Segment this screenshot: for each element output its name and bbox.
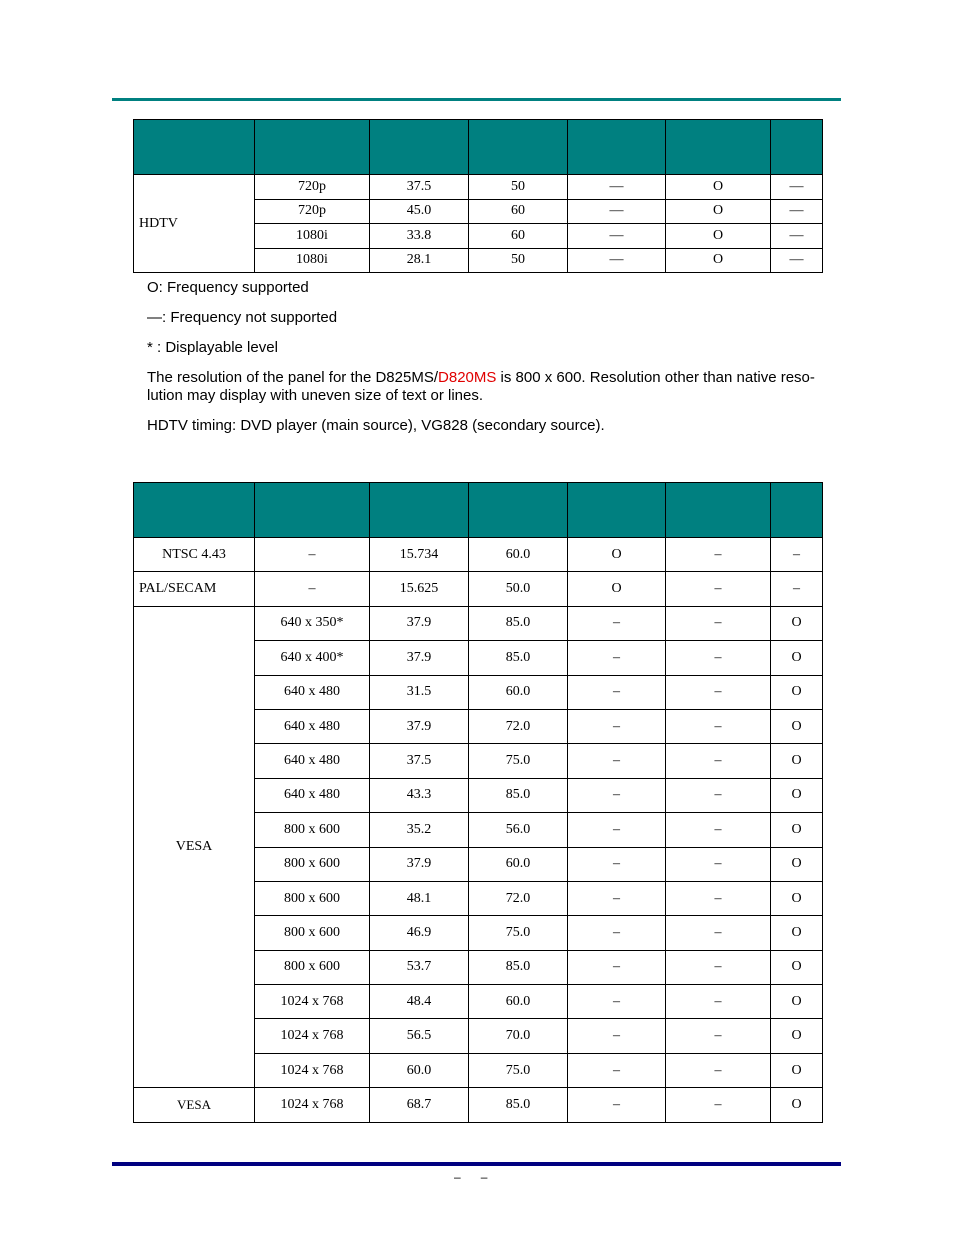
table-row <box>134 538 823 572</box>
support-cell: – <box>568 641 666 675</box>
v-freq-cell: 75.0 <box>469 744 568 778</box>
resolution-cell: 1024 x 768 <box>255 1053 370 1087</box>
h-freq-cell: 37.9 <box>370 709 469 743</box>
h-freq-cell: 37.5 <box>370 744 469 778</box>
resolution-cell: 640 x 480 <box>255 709 370 743</box>
h-freq-cell: 35.2 <box>370 813 469 847</box>
support-cell: – <box>666 950 771 984</box>
support-cell: – <box>666 606 771 640</box>
h-freq-cell: 45.0 <box>370 199 469 224</box>
note-supported: O: Frequency supported <box>147 279 309 296</box>
header-cell <box>568 483 666 538</box>
support-cell: O <box>771 1088 823 1122</box>
support-cell: O <box>771 606 823 640</box>
support-cell: O <box>666 175 771 200</box>
support-cell: – <box>568 709 666 743</box>
support-cell: – <box>568 675 666 709</box>
h-freq-cell: 33.8 <box>370 224 469 249</box>
v-freq-cell: 60.0 <box>469 847 568 881</box>
v-freq-cell: 70.0 <box>469 1019 568 1053</box>
support-cell: — <box>771 248 823 273</box>
support-cell: – <box>568 881 666 915</box>
footer-mark-right: – <box>480 1170 488 1184</box>
hdtv-timing-table <box>133 119 823 273</box>
support-cell: – <box>666 813 771 847</box>
v-freq-cell: 50 <box>469 248 568 273</box>
resolution-cell: 640 x 480 <box>255 675 370 709</box>
group-label: VESA <box>134 1088 255 1122</box>
support-cell: — <box>771 175 823 200</box>
h-freq-cell: 28.1 <box>370 248 469 273</box>
header-cell <box>370 120 469 175</box>
support-cell: — <box>568 248 666 273</box>
h-freq-cell: 68.7 <box>370 1088 469 1122</box>
support-cell: – <box>666 1019 771 1053</box>
table-header-row <box>134 483 823 538</box>
v-freq-cell: 50.0 <box>469 572 568 606</box>
support-cell: – <box>568 916 666 950</box>
support-cell: – <box>568 813 666 847</box>
header-cell <box>134 120 255 175</box>
support-cell: – <box>568 1019 666 1053</box>
support-cell: — <box>568 175 666 200</box>
support-cell: O <box>771 1053 823 1087</box>
resolution-cell: – <box>255 538 370 572</box>
footer-mark-left: – <box>454 1170 461 1184</box>
v-freq-cell: 60 <box>469 199 568 224</box>
note-resolution <box>147 369 837 405</box>
resolution-cell: 640 x 400* <box>255 641 370 675</box>
support-cell: – <box>568 606 666 640</box>
group-label: HDTV <box>134 175 255 273</box>
resolution-cell: 800 x 600 <box>255 881 370 915</box>
h-freq-cell: 48.1 <box>370 881 469 915</box>
support-cell: O <box>666 199 771 224</box>
note-hdtv-timing: HDTV timing: DVD player (main source), VG828 (secondary source). <box>147 417 605 434</box>
support-cell: – <box>666 778 771 812</box>
signal-label: NTSC 4.43 <box>134 538 255 572</box>
support-cell: – <box>666 709 771 743</box>
support-cell: O <box>771 675 823 709</box>
resolution-cell: 640 x 480 <box>255 778 370 812</box>
resolution-cell: – <box>255 572 370 606</box>
support-cell: – <box>568 950 666 984</box>
header-cell <box>771 120 823 175</box>
h-freq-cell: 37.9 <box>370 641 469 675</box>
resolution-cell: 800 x 600 <box>255 950 370 984</box>
support-cell: O <box>771 813 823 847</box>
support-cell: – <box>568 778 666 812</box>
table-row <box>134 572 823 606</box>
support-cell: — <box>568 199 666 224</box>
v-freq-cell: 85.0 <box>469 606 568 640</box>
header-cell <box>469 120 568 175</box>
support-cell: – <box>568 1053 666 1087</box>
support-cell: – <box>666 1088 771 1122</box>
support-cell: O <box>771 744 823 778</box>
v-freq-cell: 72.0 <box>469 709 568 743</box>
v-freq-cell: 60.0 <box>469 675 568 709</box>
support-cell: O <box>771 1019 823 1053</box>
resolution-cell: 1080i <box>255 224 370 249</box>
support-cell: – <box>666 744 771 778</box>
resolution-cell: 1024 x 768 <box>255 985 370 1019</box>
v-freq-cell: 75.0 <box>469 1053 568 1087</box>
v-freq-cell: 85.0 <box>469 641 568 675</box>
resolution-cell: 800 x 600 <box>255 813 370 847</box>
support-cell: – <box>666 675 771 709</box>
h-freq-cell: 60.0 <box>370 1053 469 1087</box>
header-cell <box>255 120 370 175</box>
table-header-row <box>134 120 823 175</box>
v-freq-cell: 50 <box>469 175 568 200</box>
top-rule <box>112 98 841 101</box>
support-cell: — <box>771 199 823 224</box>
support-cell: – <box>568 1088 666 1122</box>
header-cell <box>666 483 771 538</box>
support-cell: O <box>568 572 666 606</box>
note-resolution-pre: The resolution of the panel for the D825MS/ <box>147 369 439 386</box>
support-cell: O <box>666 224 771 249</box>
h-freq-cell: 53.7 <box>370 950 469 984</box>
v-freq-cell: 75.0 <box>469 916 568 950</box>
support-cell: – <box>666 641 771 675</box>
v-freq-cell: 60.0 <box>469 985 568 1019</box>
table-row <box>134 175 823 200</box>
support-cell: O <box>771 985 823 1019</box>
h-freq-cell: 46.9 <box>370 916 469 950</box>
support-cell: – <box>568 744 666 778</box>
support-cell: – <box>666 985 771 1019</box>
resolution-cell: 640 x 480 <box>255 744 370 778</box>
support-cell: O <box>771 916 823 950</box>
resolution-cell: 720p <box>255 175 370 200</box>
support-cell: O <box>666 248 771 273</box>
v-freq-cell: 60.0 <box>469 538 568 572</box>
note-displayable: * : Displayable level <box>147 339 278 356</box>
resolution-cell: 720p <box>255 199 370 224</box>
support-cell: – <box>771 538 823 572</box>
support-cell: – <box>666 572 771 606</box>
resolution-cell: 1024 x 768 <box>255 1019 370 1053</box>
support-cell: — <box>771 224 823 249</box>
support-cell: O <box>771 641 823 675</box>
header-cell <box>666 120 771 175</box>
support-cell: – <box>568 847 666 881</box>
footer-page-marks <box>454 1170 507 1184</box>
support-cell: – <box>666 1053 771 1087</box>
header-cell <box>568 120 666 175</box>
header-cell <box>255 483 370 538</box>
h-freq-cell: 37.9 <box>370 847 469 881</box>
resolution-cell: 1024 x 768 <box>255 1088 370 1122</box>
support-cell: – <box>568 985 666 1019</box>
resolution-cell: 640 x 350* <box>255 606 370 640</box>
v-freq-cell: 72.0 <box>469 881 568 915</box>
h-freq-cell: 56.5 <box>370 1019 469 1053</box>
signal-label: PAL/SECAM <box>134 572 255 606</box>
v-freq-cell: 85.0 <box>469 1088 568 1122</box>
support-cell: – <box>666 847 771 881</box>
note-resolution-post: is 800 x 600. Resolution other than native reso-lution may display with uneven size of text or lines. <box>147 369 815 404</box>
support-cell: O <box>771 847 823 881</box>
v-freq-cell: 85.0 <box>469 950 568 984</box>
group-label: VESA <box>134 606 255 1087</box>
h-freq-cell: 31.5 <box>370 675 469 709</box>
support-cell: O <box>771 778 823 812</box>
h-freq-cell: 37.5 <box>370 175 469 200</box>
support-cell: – <box>771 572 823 606</box>
resolution-cell: 800 x 600 <box>255 916 370 950</box>
support-cell: – <box>666 881 771 915</box>
notes-section <box>147 279 837 447</box>
header-cell <box>771 483 823 538</box>
bottom-rule <box>112 1162 841 1166</box>
support-cell: – <box>666 916 771 950</box>
support-cell: – <box>666 538 771 572</box>
support-cell: O <box>771 709 823 743</box>
support-cell: O <box>771 950 823 984</box>
resolution-cell: 800 x 600 <box>255 847 370 881</box>
header-cell <box>134 483 255 538</box>
support-cell: — <box>568 224 666 249</box>
h-freq-cell: 15.734 <box>370 538 469 572</box>
note-not-supported: —: Frequency not supported <box>147 309 338 326</box>
h-freq-cell: 37.9 <box>370 606 469 640</box>
header-cell <box>469 483 568 538</box>
v-freq-cell: 85.0 <box>469 778 568 812</box>
support-cell: O <box>568 538 666 572</box>
h-freq-cell: 48.4 <box>370 985 469 1019</box>
v-freq-cell: 60 <box>469 224 568 249</box>
resolution-cell: 1080i <box>255 248 370 273</box>
table-row <box>134 606 823 640</box>
v-freq-cell: 56.0 <box>469 813 568 847</box>
table-row <box>134 1088 823 1122</box>
header-cell <box>370 483 469 538</box>
pc-timing-table <box>133 482 823 1123</box>
support-cell: O <box>771 881 823 915</box>
model-name-red: D820MS <box>438 369 497 386</box>
h-freq-cell: 43.3 <box>370 778 469 812</box>
h-freq-cell: 15.625 <box>370 572 469 606</box>
